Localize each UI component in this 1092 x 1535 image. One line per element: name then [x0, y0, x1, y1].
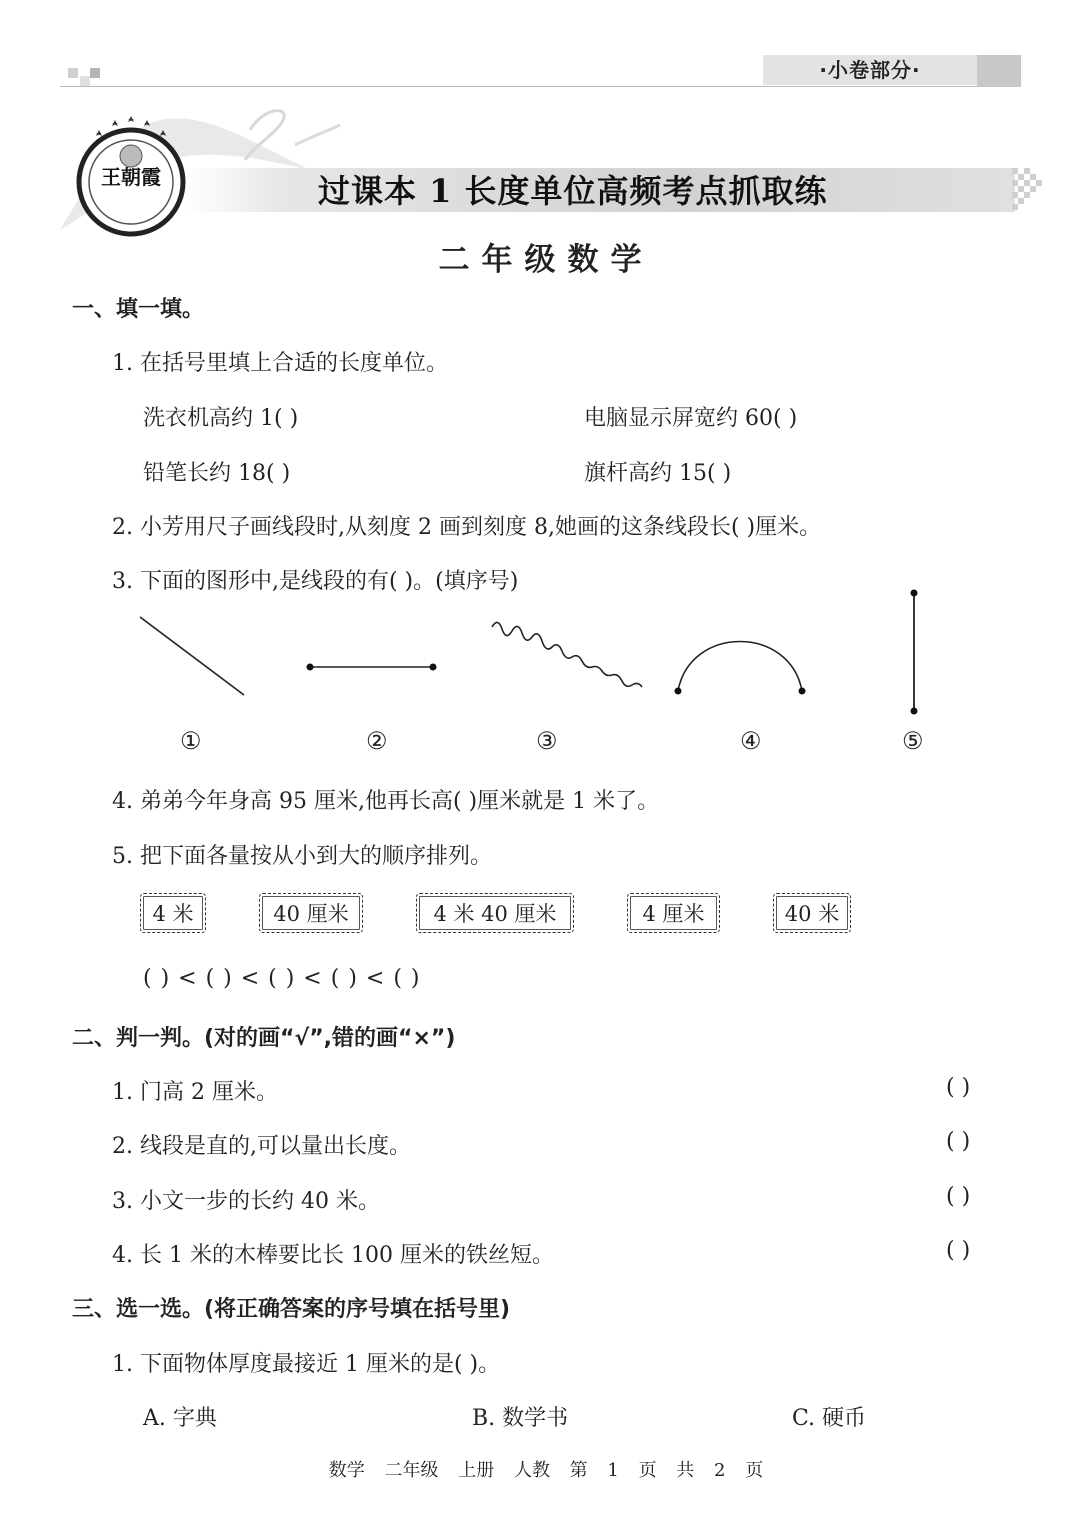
choice-option: B. 数学书 — [472, 1406, 569, 1431]
page-title: 过课本 1 长度单位高频考点抓取练 — [318, 172, 828, 210]
q1-item: 洗衣机高约 1( ) — [143, 406, 299, 431]
q5-prompt: 5. 把下面各量按从小到大的顺序排列。 — [112, 844, 492, 869]
publisher-logo-icon — [76, 116, 186, 240]
shape-figures — [130, 585, 950, 720]
figure-label: ① — [180, 727, 202, 755]
svg-text:王朝霞: 王朝霞 — [101, 165, 161, 189]
corner-decoration — [90, 68, 100, 78]
judge-item: 3. 小文一步的长约 40 米。 — [112, 1189, 380, 1214]
figure-straight-line — [140, 617, 244, 695]
header-rule — [60, 86, 1020, 87]
page-footer: 数学 二年级 上册 人教 第 1 页 共 2 页 — [328, 1460, 764, 1481]
q1-item: 旗杆高约 15( ) — [584, 461, 732, 486]
figure-arc — [678, 642, 802, 692]
q4-text: 4. 弟弟今年身高 95 厘米,他再长高( )厘米就是 1 米了。 — [112, 789, 660, 814]
page-subtitle: 二年级数学 — [438, 242, 654, 278]
judge-item: 4. 长 1 米的木棒要比长 100 厘米的铁丝短。 — [112, 1243, 554, 1268]
q3-prompt: 3. 下面的图形中,是线段的有( )。(填序号) — [112, 569, 519, 594]
pattern-icon — [1012, 168, 1052, 212]
ordering-blanks: ( ) < ( ) < ( ) < ( ) < ( ) — [143, 966, 420, 991]
choice-option: C. 硬币 — [792, 1406, 867, 1431]
figure-label: ⑤ — [902, 727, 924, 755]
figure-label: ② — [366, 727, 388, 755]
corner-decoration — [80, 76, 90, 86]
part3-heading: 三、选一选。(将正确答案的序号填在括号里) — [72, 1297, 511, 1322]
answer-paren: ( ) — [946, 1238, 971, 1263]
part1-heading: 一、填一填。 — [72, 297, 205, 322]
choice-option: A. 字典 — [143, 1406, 217, 1431]
quantity-box: 4 厘米 — [627, 893, 720, 933]
answer-paren: ( ) — [946, 1075, 971, 1100]
quantity-box: 40 厘米 — [259, 893, 363, 933]
figure-label: ③ — [536, 727, 558, 755]
section-tag-block — [977, 55, 1021, 87]
figure-wavy-line — [492, 622, 642, 687]
q1-item: 电脑显示屏宽约 60( ) — [584, 406, 798, 431]
quantity-box: 4 米 — [140, 893, 206, 933]
choice-prompt: 1. 下面物体厚度最接近 1 厘米的是( )。 — [112, 1352, 501, 1377]
judge-item: 2. 线段是直的,可以量出长度。 — [112, 1134, 411, 1159]
corner-decoration — [68, 68, 78, 78]
judge-item: 1. 门高 2 厘米。 — [112, 1080, 278, 1105]
q1-prompt: 1. 在括号里填上合适的长度单位。 — [112, 351, 448, 376]
quantity-box: 40 米 — [773, 893, 851, 933]
part2-heading: 二、判一判。(对的画“√”,错的画“×”) — [72, 1026, 456, 1051]
q1-item: 铅笔长约 18( ) — [143, 461, 291, 486]
section-tag: ·小卷部分· — [763, 55, 977, 85]
answer-paren: ( ) — [946, 1129, 971, 1154]
q2-text: 2. 小芳用尺子画线段时,从刻度 2 画到刻度 8,她画的这条线段长( )厘米。 — [112, 515, 822, 540]
answer-paren: ( ) — [946, 1184, 971, 1209]
figure-label: ④ — [740, 727, 762, 755]
quantity-box: 4 米 40 厘米 — [416, 893, 574, 933]
